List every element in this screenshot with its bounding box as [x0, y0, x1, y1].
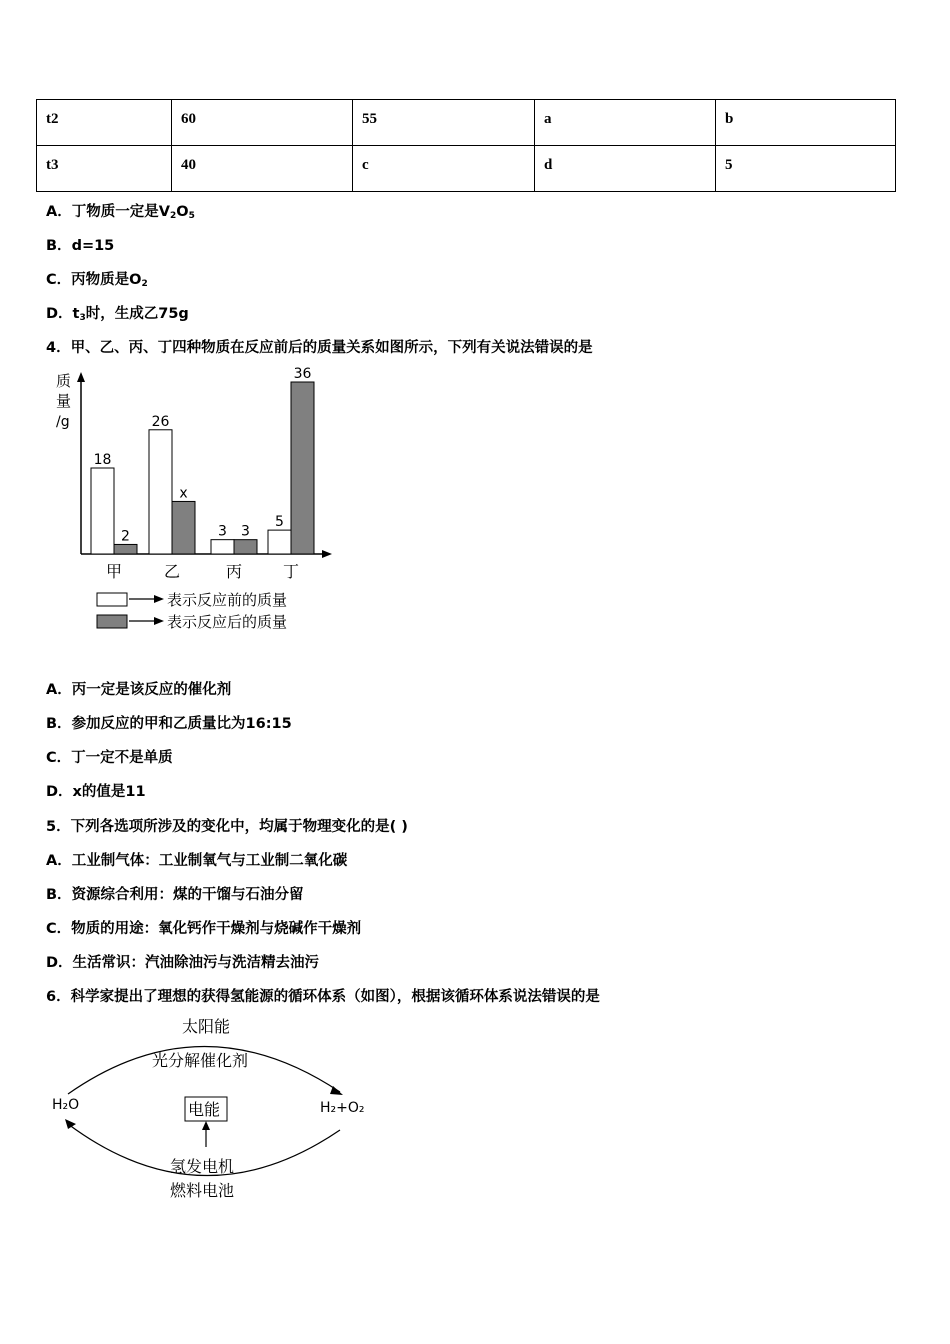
y-label-2: 量: [56, 392, 72, 410]
option-label: B．: [46, 716, 72, 732]
option-text: 丁一定不是单质: [71, 750, 173, 766]
table-row: [37, 100, 896, 146]
center-arrow-head: [202, 1121, 210, 1130]
option-label: C．: [46, 272, 72, 288]
bar-before-0: [91, 468, 114, 554]
table-cell: t3: [37, 146, 172, 192]
bottom-label-1: 氢发电机: [170, 1157, 235, 1176]
option-label: D．: [46, 306, 73, 322]
legend-label-after: 表示反应后的质量: [167, 613, 288, 631]
q4-option-c: [46, 746, 173, 767]
bar-after-1: [172, 501, 195, 554]
bar-label-after-0: 2: [121, 528, 130, 545]
q3-option-c: [46, 268, 148, 289]
q3-option-d: [46, 302, 189, 323]
q5-option-d: [46, 951, 319, 972]
option-text: 参加反应的甲和乙质量比为16:15: [71, 716, 292, 732]
q4-option-b: [46, 712, 292, 733]
right-label: H₂+O₂: [320, 1100, 365, 1116]
bar-after-2: [234, 540, 257, 554]
bar-after-3: [291, 382, 314, 554]
bar-label-before-3: 5: [275, 514, 284, 531]
bar-before-3: [268, 530, 291, 554]
q5-stem: 5．下列各选项所涉及的变化中，均属于物理变化的是( ): [46, 819, 408, 835]
legend-swatch-after: [97, 615, 127, 628]
bar-label-after-2: 3: [241, 523, 250, 540]
q5-option-c: [46, 917, 361, 938]
bar-label-after-1: x: [179, 485, 188, 502]
option-label: A．: [46, 853, 72, 869]
legend-arrow-head: [154, 595, 164, 603]
option-label: D．: [46, 955, 73, 971]
option-text: 丁物质一定是V: [71, 204, 170, 220]
category-label: 甲: [105, 562, 123, 581]
table-cell: b: [716, 100, 896, 146]
option-text: 生活常识：汽油除油污与洗洁精去油污: [72, 955, 320, 971]
cycle-diagram: [40, 1012, 400, 1212]
option-label: A．: [46, 204, 72, 220]
option-text: 丙物质是O: [71, 272, 142, 288]
top-label-2: 光分解催化剂: [152, 1051, 249, 1070]
q4-option-d: [46, 780, 146, 801]
legend-swatch-before: [97, 593, 127, 606]
option-label: A．: [46, 682, 72, 698]
option-text: d=15: [71, 238, 115, 254]
option-text: 丙一定是该反应的催化剂: [71, 682, 232, 698]
bar-chart: [48, 362, 348, 642]
center-label: 电能: [188, 1100, 221, 1119]
bar-label-after-3: 36: [293, 366, 312, 382]
category-label: 丁: [282, 562, 300, 581]
q4-option-a: [46, 678, 231, 699]
subscript: 2: [169, 211, 177, 221]
y-label-3: /g: [56, 414, 70, 430]
bar-after-0: [114, 544, 137, 554]
bars-group: [91, 366, 314, 554]
table-cell: d: [535, 146, 716, 192]
option-text: x的值是11: [72, 784, 146, 800]
data-table: [36, 99, 896, 192]
option-label: C．: [46, 750, 72, 766]
option-text: 物质的用途：氧化钙作干燥剂与烧碱作干燥剂: [71, 921, 362, 937]
category-label: 丙: [225, 562, 243, 581]
q3-option-b: [46, 234, 114, 255]
bar-label-before-0: 18: [93, 452, 112, 468]
bar-label-before-1: 26: [151, 413, 170, 430]
table-cell: 60: [172, 100, 353, 146]
subscript: 2: [141, 279, 148, 289]
option-text: 工业制气体：工业制氧气与工业制二氧化碳: [71, 853, 348, 869]
table-cell: 40: [172, 146, 353, 192]
q4-stem: 4．甲、乙、丙、丁四种物质在反应前后的质量关系如图所示，下列有关说法错误的是: [46, 340, 593, 356]
option-text: t: [72, 306, 80, 322]
top-label-1: 太阳能: [182, 1017, 231, 1036]
table-cell: 55: [353, 100, 535, 146]
option-text: 时，生成乙75g: [85, 306, 189, 322]
bar-before-2: [211, 540, 234, 554]
option-label: B．: [46, 887, 72, 903]
option-label: C．: [46, 921, 72, 937]
bar-before-1: [149, 430, 172, 554]
y-label-1: 质: [56, 372, 72, 390]
subscript: 3: [79, 313, 86, 323]
category-labels: [106, 562, 299, 581]
table-cell: c: [353, 146, 535, 192]
q6-stem: 6．科学家提出了理想的获得氢能源的循环体系（如图），根据该循环体系说法错误的是: [46, 989, 600, 1005]
table-row: [37, 146, 896, 192]
y-axis-arrow: [77, 372, 85, 382]
bottom-arc-arrow: [65, 1119, 76, 1129]
option-text: 资源综合利用：煤的干馏与石油分留: [71, 887, 304, 903]
legend-arrow-head: [154, 617, 164, 625]
x-axis-arrow: [322, 550, 332, 558]
table-cell: 5: [716, 146, 896, 192]
option-label: D．: [46, 784, 73, 800]
bottom-label-2: 燃料电池: [170, 1181, 235, 1200]
bar-label-before-2: 3: [218, 523, 227, 540]
category-label: 乙: [163, 562, 181, 581]
subscript: 5: [188, 211, 195, 221]
option-text: O: [176, 204, 189, 220]
left-label: H₂O: [52, 1097, 80, 1113]
table-cell: t2: [37, 100, 172, 146]
q5-option-b: [46, 883, 304, 904]
table-cell: a: [535, 100, 716, 146]
q5-option-a: [46, 849, 347, 870]
q3-option-a: [46, 200, 195, 221]
legend-label-before: 表示反应前的质量: [167, 591, 288, 609]
option-label: B．: [46, 238, 72, 254]
